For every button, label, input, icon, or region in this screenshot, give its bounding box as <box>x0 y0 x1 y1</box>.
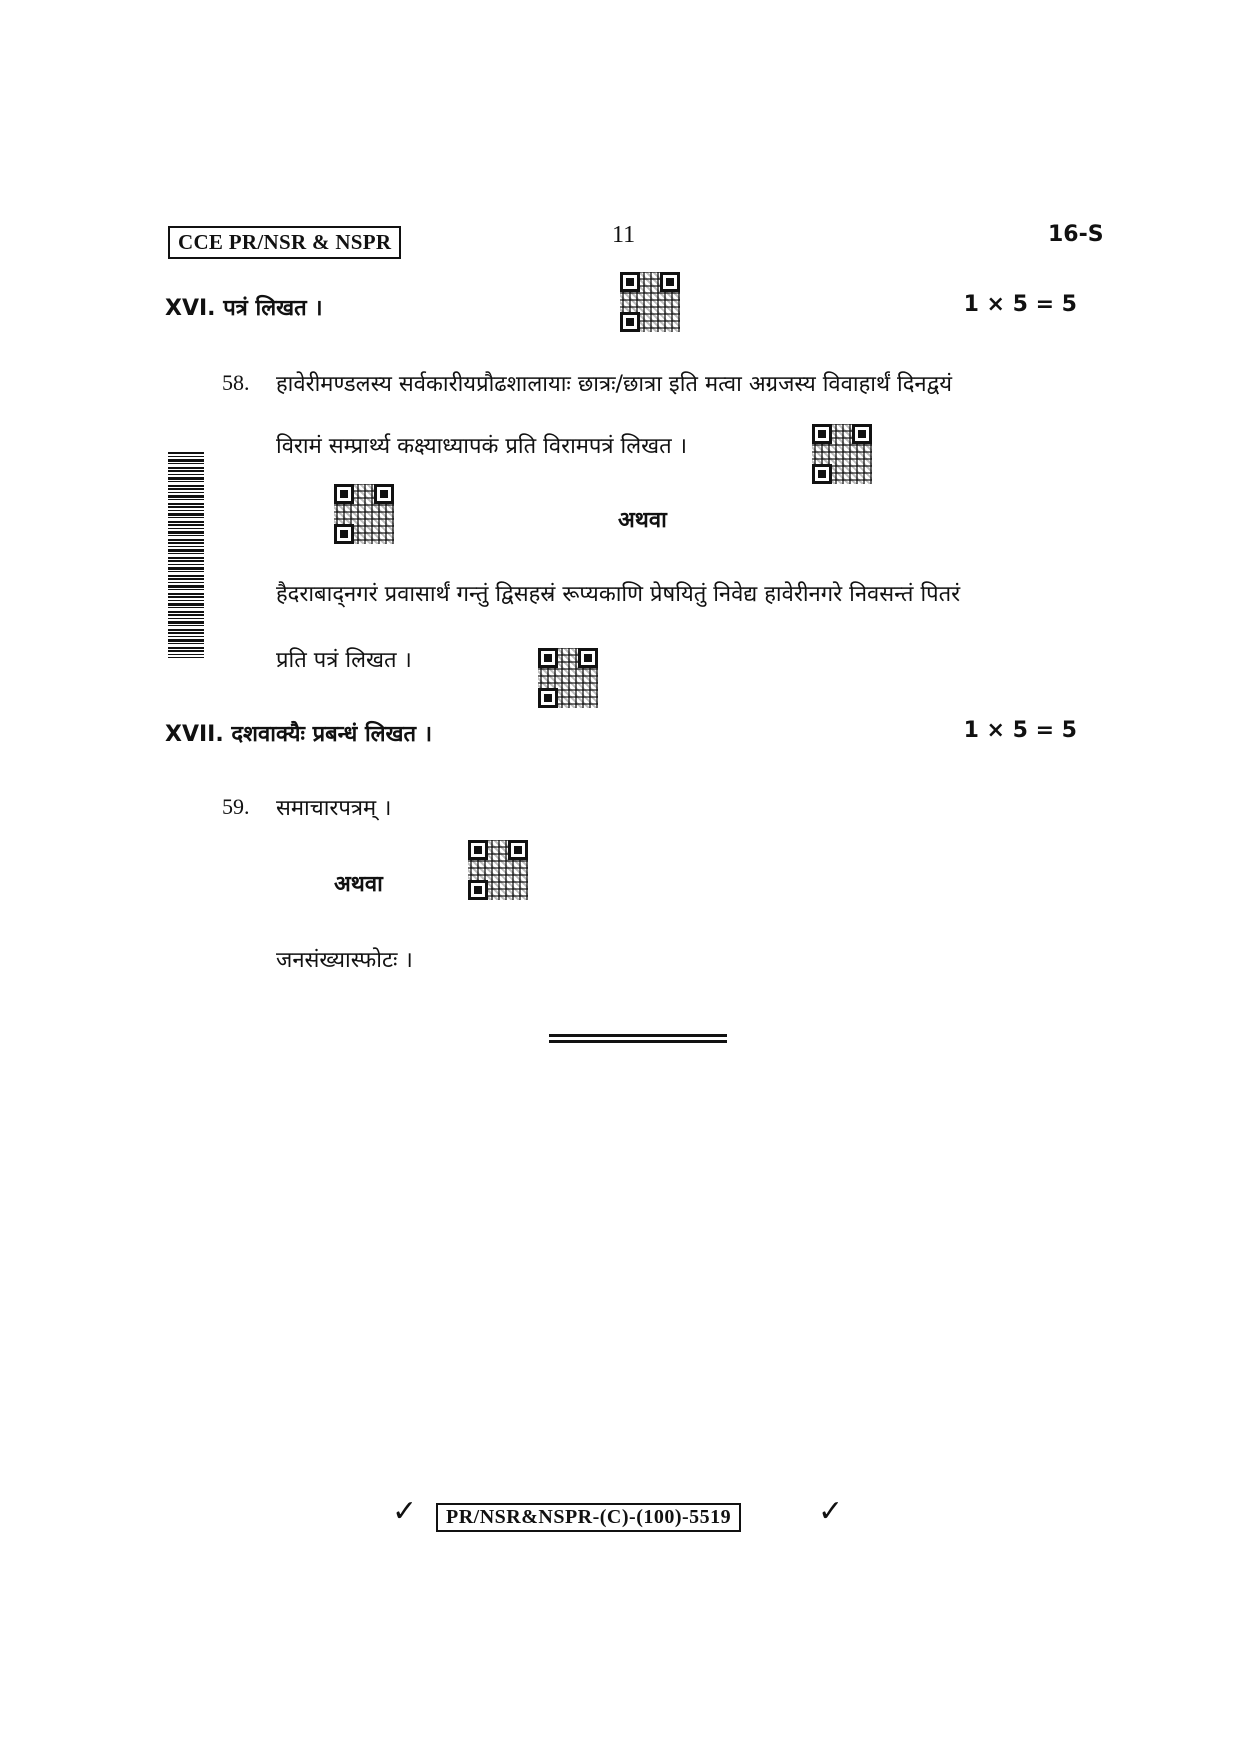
qr-code-icon <box>538 648 598 708</box>
end-rule <box>549 1034 727 1040</box>
athava-label: अथवा <box>618 508 667 533</box>
question-59-option-1: समाचारपत्रम् । <box>276 796 392 821</box>
question-58-alt-line-2: प्रति पत्रं लिखत । <box>276 648 412 673</box>
page-number: 11 <box>612 222 636 248</box>
question-58-line-1: हावेरीमण्डलस्य सर्वकारीयप्रौढशालायाः छात्रः/छात्रा इति मत्वा अग्रजस्य विवाहार्थं दिनद्वयं <box>276 372 952 397</box>
footer-code-box: PR/NSR&NSPR-(C)-(100)-5519 <box>436 1503 741 1532</box>
qr-code-icon <box>334 484 394 544</box>
tick-icon: ✓ <box>392 1494 418 1529</box>
qr-code-icon <box>468 840 528 900</box>
question-58-number: 58. <box>222 370 250 395</box>
athava-label: अथवा <box>334 872 383 897</box>
question-59-option-2: जनसंख्यास्फोटः । <box>276 948 413 973</box>
qr-code-icon <box>620 272 680 332</box>
tick-icon: ✓ <box>818 1494 844 1529</box>
question-59-number: 59. <box>222 794 250 819</box>
section-16-marks: 1 × 5 = 5 <box>963 292 1077 317</box>
question-58-line-2: विरामं सम्प्रार्थ्य कक्ष्याध्यापकं प्रति विरामपत्रं लिखत । <box>276 434 688 459</box>
section-17-title: XVII. दशवाक्यैः प्रबन्धं लिखत । <box>165 722 433 747</box>
section-17-marks: 1 × 5 = 5 <box>963 718 1077 743</box>
section-16-title: XVI. पत्रं लिखत । <box>165 296 323 321</box>
question-58-alt-line-1: हैदराबाद्नगरं प्रवासार्थं गन्तुं द्विसहस्रं रूप्यकाणि प्रेषयितुं निवेद्य हावेरीनगरे निवसन्तं पितरं <box>276 582 961 607</box>
paper-code-box: CCE PR/NSR & NSPR <box>168 226 401 259</box>
series-code: 16-S <box>1048 222 1104 247</box>
barcode-image <box>168 452 204 658</box>
qr-code-icon <box>812 424 872 484</box>
